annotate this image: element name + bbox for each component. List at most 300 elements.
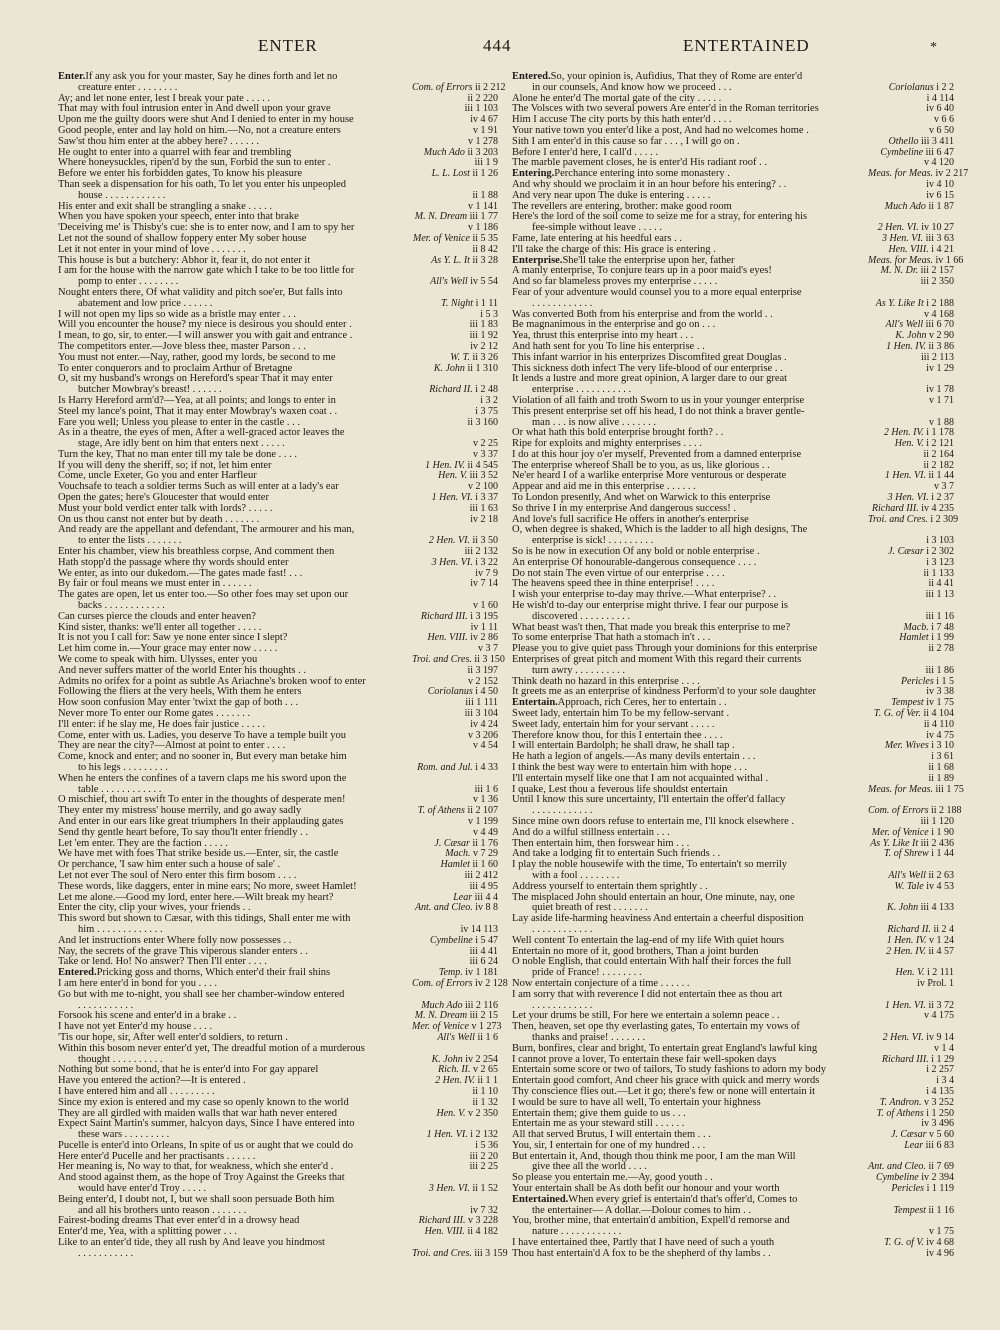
reference [868, 364, 954, 375]
quotation-text: Approach, rich Ceres, her to entertain . . [557, 697, 727, 709]
play-title: Com. of Errors [412, 81, 475, 93]
play-title: Richard III. [418, 1215, 468, 1227]
act-scene-line: ii 2 220 [467, 92, 498, 104]
quotation-text: Following the fliers at the very heels, With them he enters [58, 686, 302, 698]
play-title: Troi. and Cres. [412, 1247, 475, 1259]
quotation-text: the entertainer— A dollar.—Dolour comes to him . . [532, 1204, 751, 1216]
quotation-text: What beast was't then, That made you break this enterprise to me? [512, 621, 791, 633]
play-title: Com. of Errors [412, 977, 475, 989]
quotation-text: And so far blameless proves my enterprise . . . . . [512, 276, 718, 288]
play-title: 1 Hen. VI. [884, 999, 929, 1011]
quotation-text: I wish your enterprise to-day may thrive.—What enterprise? . . [512, 589, 777, 601]
act-scene-line: ii 3 197 [467, 664, 498, 676]
reference [868, 202, 954, 213]
play-title: 1 Hen. VI. [884, 470, 929, 482]
quotation-text: Admits no orifex for a point as subtle As Ariachne's broken woof to enter [58, 675, 366, 687]
quotation-text: creature enter . . . . . . . . [78, 81, 178, 93]
quotation-text: He wish'd to-day our enterprise might thrive. I fear our purpose is [512, 600, 788, 612]
act-scene-line: iv 5 54 [470, 276, 498, 288]
quotation-text: Fare you well; Unless you please to enter in the castle . . . [58, 416, 301, 428]
quotation-text: All that served Brutus, I will entertain them . . . [512, 1129, 711, 1141]
reference [868, 644, 954, 655]
play-title: Mer. of Venice [413, 232, 473, 244]
quotation-text: Therefore know thou, for this I entertain thee . . . . [512, 729, 723, 741]
quotation-text: Have you entered the action?—It is entered . [58, 1075, 246, 1087]
play-title: Hen. V. [436, 1107, 468, 1119]
corner-mark: * [930, 40, 937, 55]
act-scene-line: iii 2 113 [921, 351, 954, 363]
quotation-text: O, sit my husband's wrongs on Hereford's spear That it may enter [58, 373, 333, 385]
act-scene-line: v 3 7 [934, 481, 954, 493]
play-title: M. N. Dream [414, 1010, 470, 1022]
quotation-text: He ought to enter into a quarrel with fear and trembling [58, 146, 292, 158]
act-scene-line: v 3 7 [478, 643, 498, 655]
quotation-text: Well content To entertain the lag-end of my life With quiet hours [512, 934, 784, 946]
quotation-text: Lay aside life-harming heaviness And entertain a cheerful disposition [512, 913, 804, 925]
play-title: J. Cæsar [434, 837, 473, 849]
concordance-line [512, 1249, 954, 1260]
play-title: Cymbeline [429, 934, 476, 946]
quotation-text: Go but with me to-night, you shall see her chamber-window entered [58, 988, 345, 1000]
quotation-text: Think death no hazard in this enterprise . . . . [512, 675, 700, 687]
act-scene-line: iii 1 92 [469, 330, 498, 342]
quotation-text: I am for the house with the narrow gate which I take to be too little for [58, 265, 355, 277]
play-title: Macb. [903, 621, 932, 633]
act-scene-line: iii 6 47 [925, 146, 954, 158]
act-scene-line: v 3 228 [468, 1215, 498, 1227]
play-title: T. of Shrew [883, 848, 932, 860]
reference [412, 579, 498, 590]
quotation-text: Is Harry Hereford arm'd?—Yea, at all points; and longs to enter in [58, 394, 336, 406]
reference [412, 515, 498, 526]
play-title: All's Well [885, 319, 926, 331]
quotation-text: Her meaning is, No way to that, for weakness, which she enter'd . [58, 1161, 334, 1173]
concordance-line [58, 1247, 508, 1260]
quotation-text: Until I know this sure uncertainty, I'll entertain the offer'd fallacy [512, 794, 786, 806]
quotation-text: . . . . . . . . . . . . [532, 805, 593, 817]
quotation-text: By fair or foul means we must enter in . . . . . . [58, 578, 252, 590]
act-scene-line: ii 2 182 [923, 459, 954, 471]
quotation-text: Enterprises of great pitch and moment With this regard their currents [512, 654, 802, 666]
quotation-text: Forsook his scene and enter'd in a brake . . [58, 1010, 237, 1022]
act-scene-line: v 2 25 [473, 438, 498, 450]
quotation-text: Alone he enter'd The mortal gate of the city . . . . . [512, 92, 722, 104]
act-scene-line: i 5 47 [475, 934, 498, 946]
concordance-line [58, 774, 498, 785]
act-scene-line: i 3 103 [926, 535, 954, 547]
quotation-text: The misplaced John should entertain an hour, One minute, nay, one [512, 891, 795, 903]
quotation-text: Before I enter'd here, I call'd . . . . . [512, 146, 659, 158]
quotation-text: Do not stain The even virtue of our enterprise . . . . [512, 567, 725, 579]
act-scene-line: v 2 350 [468, 1107, 498, 1119]
headword: Enter. [58, 71, 86, 82]
act-scene-line: iii 1 103 [464, 103, 498, 115]
act-scene-line: iii 3 411 [921, 135, 954, 147]
play-title: Richard III. [420, 610, 471, 622]
quotation-text: Please you to give quiet pass Through your dominions for this enterprise [512, 643, 818, 655]
act-scene-line: i 3 2 [480, 394, 498, 406]
act-scene-line: iii 2 15 [469, 1010, 498, 1022]
headword: Entering. [512, 168, 555, 180]
play-title: Rom. and Jul. [417, 762, 476, 773]
act-scene-line: v 4 120 [924, 157, 954, 169]
quotation-text: Violation of all faith and troth Sworn to us in your younger enterprise [512, 394, 805, 406]
act-scene-line: ii 4 104 [923, 708, 954, 720]
act-scene-line: iv 7 32 [470, 1204, 498, 1216]
act-scene-line: iii 2 350 [920, 276, 954, 288]
act-scene-line: ii 4 57 [928, 945, 954, 957]
quotation-text: Nay, the secrets of the grave This viperous slander enters . . [58, 945, 308, 957]
act-scene-line: v 1 88 [929, 416, 954, 428]
quotation-text: Appear and aid me in this enterprise . . . . . . [512, 481, 696, 493]
play-title: 1 Hen. IV. [886, 340, 929, 352]
act-scene-line: iii 4 95 [469, 880, 498, 892]
quotation-text: Enter'd me, Yea, with a splitting power . . . [58, 1226, 237, 1238]
play-title: Lear [453, 891, 475, 903]
play-title: Tempest [891, 697, 927, 709]
reference [868, 513, 959, 526]
quotation-text: Entertain me as your steward still . . . . . . [512, 1118, 685, 1130]
quotation-text: with a fool . . . . . . . . [532, 869, 620, 881]
quotation-text: When you have spoken your speech, enter into that brake [58, 211, 299, 223]
act-scene-line: iii 1 16 [925, 610, 954, 622]
concordance-line [58, 936, 498, 947]
play-title: Much Ado [421, 999, 466, 1011]
quotation-text: And love's full sacrifice He offers in another's enterprise [512, 513, 749, 525]
quotation-text: Sweet lady, entertain him for your servant . . . . . [512, 718, 715, 730]
quotation-text: I have not yet Enter'd my house . . . . [58, 1021, 213, 1033]
play-title: 1 Hen. IV. [425, 459, 468, 471]
act-scene-line: ii 1 1 [477, 1075, 498, 1087]
quotation-text: Let 'em enter. They are the faction . . . . . [58, 837, 228, 849]
act-scene-line: i 2 188 [926, 297, 954, 309]
act-scene-line: iii 1 6 [474, 783, 498, 795]
play-title: Much Ado [423, 146, 468, 158]
quotation-text: Open the gates; here's Gloucester that would enter [58, 492, 269, 504]
quotation-text: I cannot prove a lover, To entertain these fair well-spoken days [512, 1053, 777, 1065]
act-scene-line: iii 3 159 [474, 1247, 508, 1259]
quotation-text: I'll take the charge of this: His grace is entering . [512, 243, 716, 255]
reference [412, 741, 498, 752]
quotation-text: Kind sister, thanks: we'll enter all together . . . . . [58, 621, 262, 633]
play-title: 2 Hen. IV. [435, 1075, 478, 1087]
act-scene-line: iv 2 18 [470, 513, 498, 525]
act-scene-line: iv 1 75 [926, 697, 954, 709]
quotation-text: An enterprise Of honourable-dangerous consequence . . . . [512, 556, 757, 568]
act-scene-line: ii 1 26 [472, 168, 498, 180]
reference [868, 849, 954, 860]
act-scene-line: iv 4 67 [470, 114, 498, 126]
act-scene-line: i 2 309 [930, 513, 959, 525]
play-title: K. John [431, 1053, 466, 1065]
act-scene-line: ii 2 212 [474, 81, 506, 93]
play-title: 2 Hen. VI. [428, 535, 473, 547]
quotation-text: Now entertain conjecture of a time . . . . . . [512, 977, 690, 989]
play-title: Hen. VIII. [424, 1226, 468, 1238]
act-scene-line: v 1 24 [929, 934, 954, 946]
quotation-text: Entertain some score or two of tailors, To study fashions to adorn my body [512, 1064, 827, 1076]
reference [868, 1184, 954, 1195]
act-scene-line: v 1 71 [929, 394, 954, 406]
quotation-text: Must your bold verdict enter talk with lords? . . . . . [58, 502, 273, 514]
quotation-text: The revellers are entering, brother: make good room [512, 200, 732, 212]
act-scene-line: i 1 5 [936, 675, 954, 687]
act-scene-line: ii 1 68 [928, 762, 954, 773]
quotation-text: Vouchsafe to teach a soldier terms Such as will enter at a lady's ear [58, 481, 339, 493]
quotation-text: Ne'er heard I of a warlike enterprise More venturous or desperate [512, 470, 787, 482]
concordance-line [512, 299, 954, 310]
quotation-text: Burn, bonfires, clear and bright, To entertain great England's lawful king [512, 1042, 818, 1054]
quotation-text: I would be sure to have all well, To entertain your highness [512, 1096, 761, 1108]
act-scene-line: iv 4 24 [470, 718, 498, 730]
act-scene-line: i 2 111 [926, 967, 954, 979]
play-title: As Y. Like It [870, 837, 921, 849]
quotation-text: Ay; and let none enter, lest I break your pate . . . . . [58, 92, 271, 104]
play-title: 3 Hen. VI. [887, 492, 932, 504]
act-scene-line: iii 2 116 [465, 999, 498, 1011]
act-scene-line: i 4 114 [926, 92, 954, 104]
quotation-text: fee-simple without leave . . . . . [532, 222, 663, 234]
quotation-text: Yea, thrust this enterprise into my heart . . . [512, 330, 694, 342]
quotation-text: Be magnanimous in the enterprise and go on . . . [512, 319, 716, 331]
reference [868, 396, 954, 407]
quotation-text: turn awry . . . . . . . . . . [532, 664, 626, 676]
play-title: Troi. and Cres. [412, 654, 475, 666]
act-scene-line: v 1 141 [468, 200, 498, 212]
quotation-text: Take or lend. Ho! No answer? Then I'll enter . . . . [58, 956, 267, 968]
act-scene-line: iv 10 27 [921, 222, 954, 234]
reference [868, 882, 954, 893]
quotation-text: O, when degree is shaked, Which is the ladder to all high designs, The [512, 524, 808, 536]
act-scene-line: iii 6 70 [925, 319, 954, 331]
play-title: Troi. and Cres. [868, 513, 931, 525]
act-scene-line: i 2 37 [931, 492, 954, 504]
act-scene-line: ii 2 4 [933, 923, 954, 935]
quotation-text: Sith I am enter'd in this cause so far . . . , I will go on . [512, 135, 740, 147]
quotation-text: Nothing but some bond, that he is enter'd into For gay apparel [58, 1064, 319, 1076]
concordance-line [58, 720, 498, 731]
play-title: Ant. and Cleo. [414, 902, 476, 914]
quotation-text: Sweet lady, entertain him To be my fellow-servant . [512, 708, 730, 720]
reference [868, 1011, 954, 1022]
quotation-text: And very near upon The duke is entering . . . . . [512, 189, 711, 201]
act-scene-line: v 1 186 [468, 222, 498, 234]
act-scene-line: v 1 91 [473, 124, 498, 136]
quotation-text: . . . . . . . . . . . . [532, 297, 593, 309]
act-scene-line: i 3 61 [931, 751, 954, 763]
page-number: 444 [483, 36, 512, 55]
act-scene-line: ii 3 150 [474, 654, 505, 666]
act-scene-line: i 1 99 [931, 632, 954, 644]
play-title: Mer. Wives [884, 740, 932, 752]
act-scene-line: iv 9 14 [926, 1031, 954, 1043]
act-scene-line: iv 3 496 [921, 1118, 954, 1130]
quotation-text: And why should we proclaim it in an hour before his entering? . . [512, 178, 787, 190]
quotation-text: Address yourself to entertain them sprightly . . [512, 880, 708, 892]
act-scene-line: iv 2 254 [465, 1053, 498, 1065]
quotation-text: Being enter'd, I doubt not, I, but we shall soon persuade Both him [58, 1193, 335, 1205]
act-scene-line: v 2 90 [929, 330, 954, 342]
quotation-text: The enterprise whereof Shall be to you, as us, like glorious . . [512, 459, 770, 471]
act-scene-line: v 4 175 [924, 1010, 954, 1022]
quotation-text: Turn the key, That no man enter till my tale be done . . . . [58, 448, 298, 460]
act-scene-line: iv 4 235 [921, 502, 954, 514]
act-scene-line: iv 7 9 [475, 567, 498, 579]
act-scene-line: ii 1 76 [472, 837, 498, 849]
play-title: Tempest [893, 1204, 929, 1216]
quotation-text: If any ask you for your master, Say he dines forth and let no [85, 71, 338, 82]
reference [412, 1109, 498, 1120]
act-scene-line: ii 4 41 [928, 578, 954, 590]
quotation-text: Him I accuse The city ports by this hath enter'd . . . . [512, 114, 732, 126]
reference [868, 903, 954, 914]
act-scene-line: v 5 60 [929, 1129, 954, 1141]
left-column [58, 71, 508, 1327]
act-scene-line: iv 4 75 [926, 729, 954, 741]
quotation-text: I mean, to go, sir, to enter.—I will answer you with gait and entrance . [58, 330, 353, 342]
quotation-text: Was converted Both from his enterprise and from the world . . [512, 308, 773, 320]
quotation-text: pomp to enter . . . . . . . . [78, 276, 179, 288]
act-scene-line: iii 6 83 [925, 1139, 954, 1151]
play-title: 3 Hen. VI. [882, 232, 926, 244]
act-scene-line: iv 3 38 [926, 686, 954, 698]
act-scene-line: iii 2 20 [469, 1150, 498, 1162]
play-title: Rich. II. [438, 1064, 473, 1076]
act-scene-line: i 2 121 [926, 438, 954, 450]
quotation-text: Here enter'd Pucelle and her practisants . . . . . . [58, 1150, 256, 1162]
concordance-line [512, 353, 954, 364]
quotation-text: Your native town you enter'd like a post, And had no welcomes home . [512, 124, 809, 136]
act-scene-line: iv 2 217 [935, 168, 969, 180]
quotation-text: . . . . . . . . . . . . [532, 999, 593, 1011]
play-title: L. L. Lost [431, 168, 473, 180]
act-scene-line: v 4 168 [924, 308, 954, 320]
act-scene-line: v 1 75 [929, 1226, 954, 1238]
headword: Entered. [512, 71, 551, 82]
play-title: Lear [904, 1139, 926, 1151]
act-scene-line: iii 2 157 [920, 265, 954, 277]
play-title: Mer. of Venice [871, 826, 932, 838]
reference [412, 418, 498, 429]
act-scene-line: ii 3 72 [928, 999, 954, 1011]
quotation-text: Within this bosom never enter'd yet, The dreadful motion of a murderous [58, 1042, 365, 1054]
play-title: Richard III. [871, 502, 922, 514]
quotation-text: And take a lodging fit to entertain Such friends . . [512, 848, 721, 860]
act-scene-line: ii 3 160 [467, 416, 498, 428]
act-scene-line: i 3 123 [926, 556, 954, 568]
act-scene-line: ii 3 28 [472, 254, 498, 266]
quotation-text: enterprise . . . . . . . . . . . [532, 384, 632, 396]
act-scene-line: iii 1 111 [465, 697, 498, 709]
act-scene-line: v 4 49 [473, 826, 498, 838]
act-scene-line: i 1 119 [926, 1183, 954, 1195]
quotation-text: Since my exion is entered and my case so openly known to the world [58, 1096, 349, 1108]
act-scene-line: i 1 11 [475, 297, 498, 309]
quotation-text: would have enter'd Troy . . . . . [78, 1183, 207, 1195]
act-scene-line: i 1 29 [931, 1053, 954, 1065]
quotation-text: As in a theatre, the eyes of men, After a well-graced actor leaves the [58, 427, 345, 439]
quotation-text: They are all girdled with maiden walls that war hath never entered [58, 1107, 338, 1119]
headword: Entertain. [512, 697, 558, 709]
quotation-text: Never more To enter our Rome gates . . . . . . . [58, 708, 251, 720]
quotation-text: Pricking goss and thorns, Which enter'd their frail shins [96, 967, 331, 979]
quotation-text: Ripe for exploits and mighty enterprises . . . . [512, 438, 702, 450]
play-title: Hen. V. [438, 470, 470, 482]
quotation-text: Entertain good comfort, And cheer his grace with quick and merry words [512, 1075, 820, 1087]
quotation-text: We come to speak with him. Ulysses, enter you [58, 654, 258, 666]
act-scene-line: v 1 36 [473, 794, 498, 806]
act-scene-line: i 5 3 [480, 308, 498, 320]
quotation-text: him . . . . . . . . . . . . . [78, 923, 163, 935]
act-scene-line: iv 6 15 [926, 189, 954, 201]
act-scene-line: iii 1 75 [935, 783, 964, 795]
quotation-text: abatement and low price . . . . . . [78, 297, 213, 309]
play-title: K. John [895, 330, 929, 342]
quotation-text: Enter his chamber, view his breathless corpse, And comment then [58, 546, 335, 558]
quotation-text: On us thou canst not enter but by death . . . . . . . [58, 513, 260, 525]
concordance-line [58, 407, 498, 418]
quotation-text: . . . . . . . . . . . . [532, 923, 593, 935]
act-scene-line: ii 1 60 [472, 859, 498, 871]
quotation-text: You, sir, I entertain for one of my hundred . . . [512, 1139, 706, 1151]
play-title: Meas. for Meas. [868, 168, 936, 180]
quotation-text: Will you encounter the house? my niece is desirous you should enter . [58, 319, 352, 331]
quotation-text: I have entertained thee, Partly that I have need of such a youth [512, 1237, 775, 1249]
act-scene-line: ii 1 133 [923, 567, 954, 579]
play-title: Hen. V. [894, 438, 927, 450]
act-scene-line: ii 3 86 [928, 340, 954, 352]
act-scene-line: ii 4 110 [923, 718, 954, 730]
quotation-text: Fame, late entering at his heedful ears . . [512, 232, 682, 244]
act-scene-line: iii 1 9 [474, 157, 498, 169]
act-scene-line: v 3 37 [473, 448, 498, 460]
quotation-text: This infant warrior in his enterprizes Discomfited great Douglas . [512, 351, 787, 363]
concordance-line [58, 666, 498, 677]
act-scene-line: ii 1 16 [928, 1204, 954, 1216]
act-scene-line: iii 3 63 [925, 232, 954, 244]
act-scene-line: ii 1 89 [928, 772, 954, 784]
reference [868, 947, 954, 958]
act-scene-line: iv Prol. 1 [917, 977, 954, 989]
act-scene-line: i 3 10 [931, 740, 954, 752]
quotation-text: I play the noble housewife with the time, To entertain't so merrily [512, 859, 788, 871]
act-scene-line: ii 1 87 [928, 200, 954, 212]
act-scene-line: v 1 199 [468, 815, 498, 827]
act-scene-line: iii 1 63 [469, 502, 498, 514]
quotation-text: I do at this hour joy o'er myself, Prevented from a damned enterprise [512, 448, 802, 460]
reference [412, 1033, 498, 1044]
quotation-text: They are near the city?—Almost at point to enter . . . . [58, 740, 286, 752]
quotation-text: Here's the lord of the soil come to seize me for a stray, for entering his [512, 211, 808, 223]
reference [412, 1247, 508, 1260]
quotation-text: 'Deceiving me' is Thisby's cue: she is to enter now, and I am to spy her [58, 222, 355, 234]
quotation-text: I am here enter'd in bond for you . . . . [58, 977, 218, 989]
quotation-text: To enter conquerors and to proclaim Arthur of Bretagne [58, 362, 293, 374]
quotation-text: So, your opinion is, Aufidius, That they of Rome are enter'd [550, 71, 803, 82]
play-title: T. G. of V. [884, 1237, 927, 1249]
play-title: W. T. [450, 351, 473, 363]
quotation-text: You, brother mine, that entertain'd ambition, Expell'd remorse and [512, 1215, 790, 1227]
reference [412, 364, 498, 375]
play-title: 1 Hen. IV. [886, 934, 929, 946]
quotation-text: It lends a lustre and more great opinion, A larger dare to our great [512, 373, 788, 385]
quotation-text: man . . . is now alive . . . . . . . [532, 416, 656, 428]
reference [868, 590, 954, 601]
headword: Entertained. [512, 1193, 569, 1205]
act-scene-line: ii 2 63 [928, 869, 954, 881]
quotation-text: So is he now in execution Of any bold or noble enterprise . [512, 546, 760, 558]
act-scene-line: v 1 4 [934, 1042, 954, 1054]
